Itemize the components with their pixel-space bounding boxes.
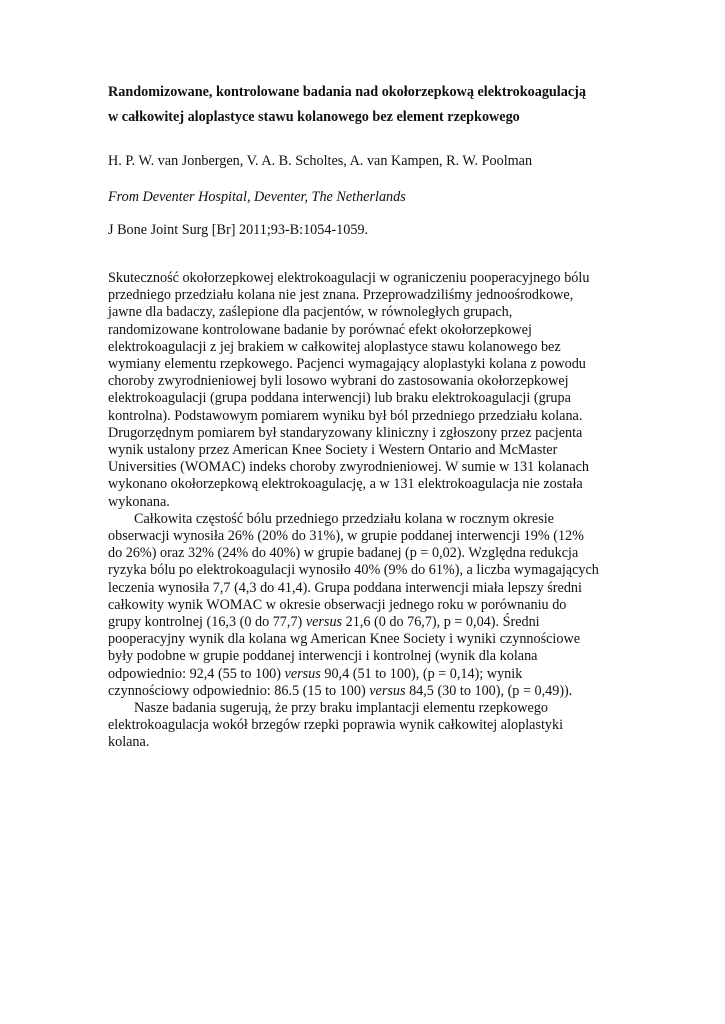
abstract-line: jawne dla badaczy, zaślepione dla pacjentów, w równoległych grupach, <box>108 304 513 321</box>
abstract-line: choroby zwyrodnieniowej byli losowo wybrani do zastosowania okołorzepkowej <box>108 373 569 390</box>
text-run: 21,6 (0 do 76,7), p = 0,04). Średni <box>342 614 540 631</box>
abstract-line: przedniego przedziału kolana nie jest znana. Przeprowadziliśmy jednoośrodkowe, <box>108 287 574 304</box>
abstract-line: ryzyka bólu po elektrokoagulacji wynosiło 40% (9% do 61%), a liczba wymagających <box>108 562 599 579</box>
italic-versus: versus <box>284 665 321 682</box>
abstract-line: Drugorzędnym pomiarem był standaryzowany kliniczny i zgłoszony przez pacjenta <box>108 424 583 441</box>
paper-title <box>108 80 620 130</box>
abstract-line: kolana. <box>108 734 150 751</box>
abstract-line: obserwacji wynosiła 26% (20% do 31%), w grupie poddanej interwencji 19% (12% <box>108 528 584 545</box>
abstract-line: Nasze badania sugerują, że przy braku implantacji elementu rzepkowego <box>134 700 549 717</box>
document-page <box>108 80 620 751</box>
text-run: czynnościowy odpowiednio: 86.5 (15 to 100) <box>108 682 370 699</box>
abstract-line: do 26%) oraz 32% (24% do 40%) w grupie badanej (p = 0,02). Względna redukcja <box>108 545 579 562</box>
abstract-line <box>108 614 620 631</box>
abstract-line <box>108 683 620 700</box>
italic-versus: versus <box>305 614 343 631</box>
title-line-1: Randomizowane, kontrolowane badania nad okołorzepkową elektrokoagulacją <box>108 84 586 100</box>
abstract-line: elektrokoagulacja wokół brzegów rzepki poprawia wynik całkowitej aloplastyki <box>108 717 564 734</box>
abstract-line: Skuteczność okołorzepkowej elektrokoagulacji w ograniczeniu pooperacyjnego bólu <box>108 270 590 286</box>
abstract-line: elektrokoagulacji z jej brakiem w całkowitej aloplastyce stawu kolanowego bez <box>108 338 561 355</box>
text-run: odpowiednio: 92,4 (55 to 100) <box>108 665 285 682</box>
abstract-line: były podobne w grupie poddanej interwencji i kontrolnej (wynik dla kolana <box>108 648 538 665</box>
abstract-line <box>108 666 620 683</box>
text-run: 84,5 (30 to 100), (p = 0,49)). <box>405 682 573 699</box>
abstract-line: randomizowane kontrolowane badanie by porównać efekt okołorzepkowej <box>108 321 532 338</box>
abstract-line: wykonano okołorzepkową elektrokoagulację, a w 131 elektrokoagulacja nie została <box>108 476 583 493</box>
abstract-line: elektrokoagulacji (grupa poddana interwencji) lub braku elektrokoagulacji (grupa <box>108 390 571 407</box>
abstract-line: Universities (WOMAC) indeks choroby zwyrodnieniowej. W sumie w 131 kolanach <box>108 459 589 476</box>
abstract-line: całkowity wynik WOMAC w okresie obserwacji jednego roku w porównaniu do <box>108 596 567 613</box>
abstract-line: Całkowita częstość bólu przedniego przedziału kolana w rocznym okresie <box>134 510 554 527</box>
abstract-line: wykonana. <box>108 493 170 510</box>
author-list: H. P. W. van Jonbergen, V. A. B. Scholtes, A. van Kampen, R. W. Poolman <box>108 153 533 169</box>
affiliation: From Deventer Hospital, Deventer, The Netherlands <box>108 189 406 205</box>
abstract-line: pooperacyjny wynik dla kolana wg American Knee Society i wyniki czynnościowe <box>108 631 580 648</box>
abstract-line: kontrolna). Podstawowym pomiarem wyniku był ból przedniego przedziału kolana. <box>108 407 583 424</box>
abstract-line: wymiany elementu rzepkowego. Pacjenci wymagający aloplastyki kolana z powodu <box>108 356 586 373</box>
abstract-body <box>108 270 620 752</box>
italic-versus: versus <box>369 682 406 699</box>
text-run: grupy kontrolnej (16,3 (0 do 77,7) <box>108 614 306 631</box>
text-run: 90,4 (51 to 100), (p = 0,14); wynik <box>320 665 523 682</box>
journal-citation: J Bone Joint Surg [Br] 2011;93-B:1054-1059. <box>108 222 369 238</box>
title-line-2: w całkowitej aloplastyce stawu kolanowego bez element rzepkowego <box>108 109 520 125</box>
abstract-line: leczenia wynosiła 7,7 (4,3 do 41,4). Grupa poddana interwencji miała lepszy średni <box>108 579 582 596</box>
abstract-line: wynik ustalony przez American Knee Society i Western Ontario and McMaster <box>108 442 558 459</box>
